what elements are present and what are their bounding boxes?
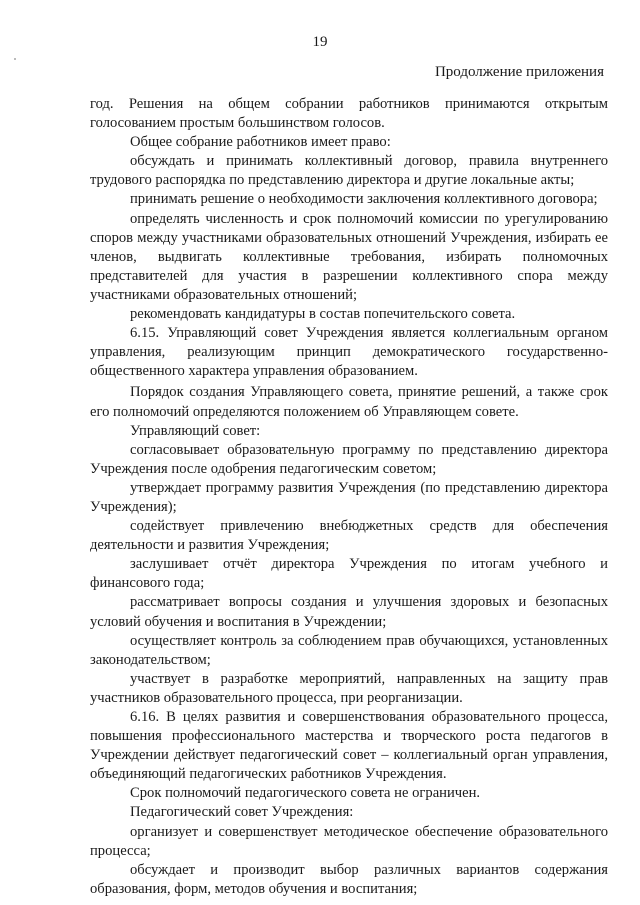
scan-mark <box>14 58 16 60</box>
paragraph-council-duty-2: утверждает программу развития Учреждения (по представлению директора Учреждения); <box>90 479 608 515</box>
appendix-note: Продолжение приложения <box>434 64 604 80</box>
paragraph-meeting-rights-intro: Общее собрание работников имеет право: <box>130 134 391 151</box>
paragraph-council-duty-6: осуществляет контроль за соблюдением прав обучающихся, установленных законодательством; <box>90 632 608 668</box>
paragraph-pedagogical-term: Срок полномочий педагогического совета не ограничен. <box>130 785 481 802</box>
paragraph-pedagogical-duty-2: обсуждает и производит выбор различных вариантов содержания образования, форм, методов обучения и воспитания; <box>90 861 608 897</box>
paragraph-council-duty-1: согласовывает образовательную программу по представлению директора Учреждения после одобрения педагогическим советом; <box>90 441 608 477</box>
paragraph-council-duty-7: участвует в разработке мероприятий, направленных на защиту прав участников образовательного процесса, при реорганизации. <box>90 670 608 706</box>
paragraph-meeting-right-1: обсуждать и принимать коллективный договор, правила внутреннего трудового распорядка по представлению директора и другие локальные акты; <box>90 153 608 189</box>
paragraph-meeting-right-4: рекомендовать кандидатуры в состав попечительского совета. <box>130 306 516 323</box>
paragraph-section-6-15: 6.15. Управляющий совет Учреждения является коллегиальным органом управления, реализующим принцип демократического государственно-общественного характера управления образованием. <box>90 325 608 380</box>
paragraph-council-duty-4: заслушивает отчёт директора Учреждения по итогам учебного и финансового года; <box>90 556 608 592</box>
paragraph-section-6-16: 6.16. В целях развития и совершенствования образовательного процесса, повышения профессионального мастерства и творческого роста педагогов в Учреждении действует педагогический совет – коллегиальный орган управления, объединяющий педагогических работников Учреждения. <box>90 709 608 783</box>
paragraph-meeting-right-2: принимать решение о необходимости заключения коллективного договора; <box>130 191 598 208</box>
body-text <box>90 95 608 899</box>
paragraph-pedagogical-intro: Педагогический совет Учреждения: <box>130 804 354 821</box>
paragraph-meeting-right-3: определять численность и срок полномочий комиссии по урегулированию споров между участниками образовательных отношений Учреждения, избирать ее членов, выдвигать коллективные требования, избирать полномочных представителей для участия в разрешении коллективного спора между участниками образовательных отношений; <box>90 210 608 303</box>
paragraph-council-duty-5: рассматривает вопросы создания и улучшения здоровых и безопасных условий обучения и воспитания в Учреждении; <box>90 594 608 630</box>
paragraph-council-procedure: Порядок создания Управляющего совета, принятие решений, а также срок его полномочий определяются положением об Управляющем совете. <box>90 384 608 420</box>
paragraph-council-intro: Управляющий совет: <box>130 422 261 439</box>
paragraph-council-duty-3: содействует привлечению внебюджетных средств для обеспечения деятельности и развития Учреждения; <box>90 518 608 554</box>
page-number: 19 <box>312 34 328 50</box>
paragraph-pedagogical-duty-1: организует и совершенствует методическое обеспечение образовательного процесса; <box>90 823 608 859</box>
paragraph-meeting-decisions: год. Решения на общем собрании работников принимаются открытым голосованием простым большинством голосов. <box>90 96 608 132</box>
